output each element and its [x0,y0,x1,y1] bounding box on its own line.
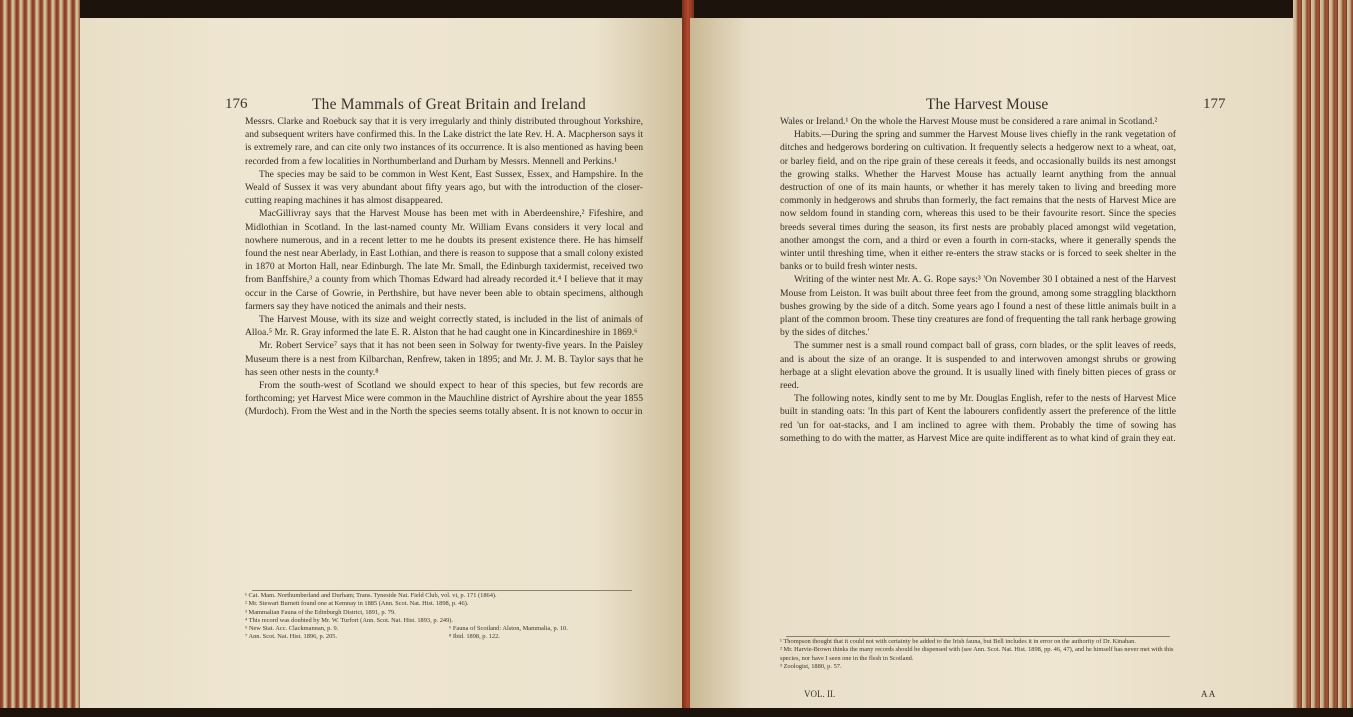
right-page-edges [1293,0,1353,717]
left-paragraph: Mr. Robert Service⁷ says that it has not been seen in Solway for twenty-five years. In the Paisley Museum there is a nest from Kilbarchan, Renfrew, taken in 1895; and Mr. J. M. B. Taylor says that he has seen other nests in the county.⁸ [245,340,643,378]
footnote: ² Mr. Harvie-Brown thinks the many records should be dispensed with (see Ann. Scot. Nat. Hist. 1898, pp. 46, 47), and he himself has never met with this species, nor have I seen one in the flesh in Scotland. [780,646,1174,662]
left-paragraph: The species may be said to be common in West Kent, East Sussex, Essex, and Hampshire. In the Weald of Sussex it was very abundant about fifty years ago, but with the introduction of the closer-cutting reaping machines it has almost disappeared. [245,168,643,207]
left-page [80,18,685,708]
footnote: ⁷ Ann. Scot. Nat. Hist. 1896, p. 205. [245,633,338,641]
right-paragraph: Habits.—During the spring and summer the Harvest Mouse lives chiefly in the rank vegetation of ditches and hedgerows bordering on cultivation. It frequently selects a hedgerow next to a wheat, oat, or barley field, and on the ripe grain of these cereals it feeds, and occasionally builds its nest amongst the growing stalks. Whether the Harvest Mouse has actually learnt anything from the annual destruction of one of its main haunts, or whether it has merely taken to living and breeding more commonly in hedgerows and shrubs than formerly, the fact remains that the nests of Harvest Mice are now seldom found in standing corn, whereas this used to be their favourite resort. Since the species breeds several times during the season, its first nests are probably placed amongst wild vegetation, another amongst the corn, and a third or even a fourth in corn-stacks, where it generally spends the winter until threshing time, when it either re-enters the straw stacks or is forced to seek shelter in the banks or to build fresh winter nests. [780,129,1176,273]
right-page [690,18,1293,708]
right-running-title: The Harvest Mouse [926,96,1049,113]
footnote: ² Mr. Stewart Burnett found one at Kemnay in 1885 (Ann. Scot. Nat. Hist. 1898, p. 46). [245,600,469,608]
footnote: ³ Zoologist, 1880, p. 57. [780,662,842,670]
left-footnote-rule [252,590,632,591]
left-paragraph: From the south-west of Scotland we should expect to hear of this species, but few records are forthcoming; yet Harvest Mice were common in the Mauchline district of Ayrshire about the year 1855 (Murdoch). From the West and in the North the species seems totally absent. It is not known to occur in [245,380,643,418]
top-shadow [0,0,1353,18]
left-running-title: The Mammals of Great Britain and Ireland [312,96,586,113]
left-page-edges [0,0,80,717]
footnote: ⁶ Fauna of Scotland: Alston, Mammalia, p. 10. [449,625,568,633]
left-footnotes [245,592,643,642]
footnote-pair [245,625,643,633]
left-page-number: 176 [225,96,248,112]
right-page-number: 177 [1203,96,1226,112]
volume-signature: VOL. II. [804,689,836,699]
right-footnote-rule [786,636,1170,637]
right-footnotes [780,638,1176,671]
right-paragraph: Writing of the winter nest Mr. A. G. Rope says:³ 'On November 30 I obtained a nest of the Harvest Mouse from Leiston. It was built about three feet from the ground, among some straggling blackthorn bushes growing by the side of a ditch. Some years ago I found a nest of these little animals built in a plant of the common broom. These tiny creatures are fond of frequenting the tall rank herbage growing by the sides of ditches.' [780,274,1176,339]
left-body-text [245,115,643,419]
footnote: ⁸ Ibid. 1898, p. 122. [449,633,500,641]
footnote: ⁵ New Stat. Acc. Clackmannan, p. 9. [245,625,339,633]
right-body-text [780,115,1176,445]
left-paragraph: MacGillivray says that the Harvest Mouse has been met with in Aberdeenshire,² Fifeshire, and Midlothian in Scotland. In the last-named county Mr. William Evans considers it very local and nowhere numerous, and in a recent letter to me he doubts its present existence there. He has himself found the nest near Aberlady, in East Lothian, and there is reason to suppose that a small colony existed in 1870 at Morton Hall, near Edinburgh. The late Mr. Small, the Edinburgh taxidermist, received two from Banffshire,³ a county from which Thomas Edward had already recorded it.⁴ I believe that it may occur in the Carse of Gowrie, in Perthshire, but have never been able to obtain specimens, although farmers say they have noticed the animals and their nests. [245,208,643,312]
left-paragraph: Messrs. Clarke and Roebuck say that it is very irregularly and thinly distributed throughout Yorkshire, and subsequent writers have confirmed this. In the Lake district the late Rev. H. A. Macpherson says it is extremely rare, and can cite only two instances of its occurrence. It is also mentioned as having been recorded from a few localities in Northumberland and Durham by Messrs. Mennell and Perkins.¹ [245,116,643,167]
bottom-shadow [0,708,1353,717]
footnote: ¹ Thompson thought that it could not with certainty be added to the Irish fauna, but Bell includes it in error on the authority of Dr. Kinahan. [780,638,1136,645]
sheet-mark: A A [1201,689,1216,699]
footnote: ³ Mammalian Fauna of the Edinburgh District, 1891, p. 79. [245,608,396,616]
right-paragraph: Wales or Ireland.¹ On the whole the Harvest Mouse must be considered a rare animal in Scotland.² [780,116,1158,127]
footnote: ¹ Cat. Mam. Northumberland and Durham; Trans. Tyneside Nat. Field Club, vol. vi, p. 171 (1864). [245,592,497,599]
right-paragraph: The summer nest is a small round compact ball of grass, corn blades, or the split leaves of reeds, and is about the size of an orange. It is suspended to and interwoven amongst shrubs or growing herbage at a slight elevation above the ground. It is usually lined with finely bitten pieces of grass or reed. [780,340,1176,392]
right-paragraph: The following notes, kindly sent to me by Mr. Douglas English, refer to the nests of Harvest Mice built in standing oats: 'In this part of Kent the labourers confidently assert the preference of the little red 'un for oat-stacks, and I am inclined to agree with them. Probably the time of sowing has something to do with the matter, as Harvest Mice are quite indifferent as to what kind of grain they eat. [780,393,1176,444]
left-paragraph: The Harvest Mouse, with its size and weight correctly stated, is included in the list of animals of Alloa.⁵ Mr. R. Gray informed the late E. R. Alston that he had caught one in Kincardineshire in 1869.⁶ [245,314,643,339]
footnote-pair [245,633,643,641]
footnote: ⁴ This record was doubted by Mr. W. Turfort (Ann. Scot. Nat. Hist. 1893, p. 249). [245,616,454,624]
